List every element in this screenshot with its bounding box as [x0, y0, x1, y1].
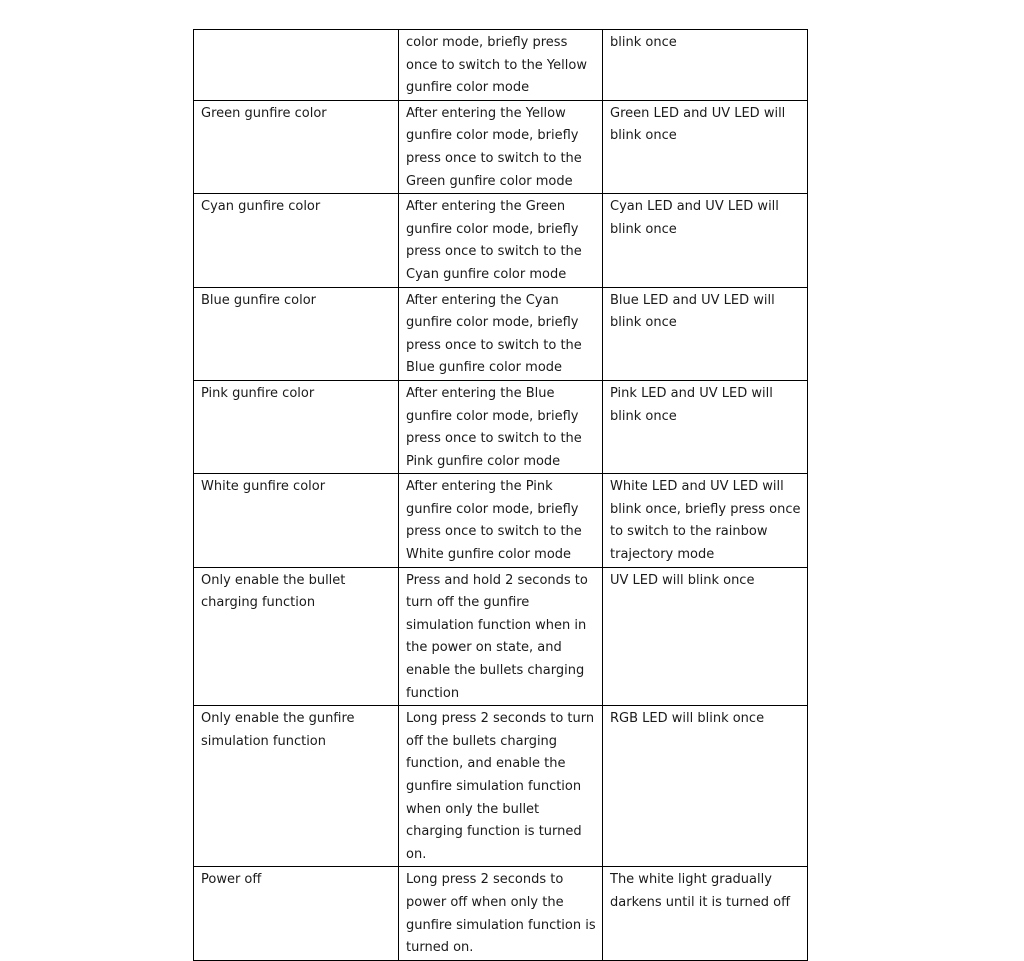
table-row [194, 380, 808, 473]
mode-cell: Green gunfire color [194, 100, 399, 193]
operation-cell: After entering the Cyan gunfire color mode, briefly press once to switch to the Blue gunfire color mode [399, 287, 603, 380]
operation-cell: Press and hold 2 seconds to turn off the gunfire simulation function when in the power on state, and enable the bullets charging function [399, 567, 603, 706]
table-row [194, 100, 808, 193]
indicator-cell: The white light gradually darkens until it is turned off [603, 867, 808, 960]
indicator-cell: RGB LED will blink once [603, 706, 808, 867]
operation-cell: After entering the Blue gunfire color mode, briefly press once to switch to the Pink gunfire color mode [399, 380, 603, 473]
operation-cell: After entering the Yellow gunfire color mode, briefly press once to switch to the Green gunfire color mode [399, 100, 603, 193]
mode-cell [194, 30, 399, 101]
table-row [194, 194, 808, 287]
table-row [194, 867, 808, 960]
indicator-cell: Pink LED and UV LED will blink once [603, 380, 808, 473]
mode-cell: Power off [194, 867, 399, 960]
indicator-cell: Blue LED and UV LED will blink once [603, 287, 808, 380]
mode-cell: Only enable the gunfire simulation function [194, 706, 399, 867]
indicator-cell: Cyan LED and UV LED will blink once [603, 194, 808, 287]
mode-cell: White gunfire color [194, 474, 399, 567]
table-row [194, 567, 808, 706]
indicator-cell: blink once [603, 30, 808, 101]
instruction-table [193, 29, 808, 961]
mode-cell: Blue gunfire color [194, 287, 399, 380]
table-row [194, 287, 808, 380]
table-row [194, 474, 808, 567]
indicator-cell: UV LED will blink once [603, 567, 808, 706]
mode-cell: Pink gunfire color [194, 380, 399, 473]
table-row [194, 30, 808, 101]
table-row [194, 706, 808, 867]
mode-cell: Cyan gunfire color [194, 194, 399, 287]
indicator-cell: White LED and UV LED will blink once, briefly press once to switch to the rainbow trajectory mode [603, 474, 808, 567]
operation-cell: Long press 2 seconds to turn off the bullets charging function, and enable the gunfire simulation function when only the bullet charging function is turned on. [399, 706, 603, 867]
mode-cell: Only enable the bullet charging function [194, 567, 399, 706]
indicator-cell: Green LED and UV LED will blink once [603, 100, 808, 193]
operation-cell: After entering the Pink gunfire color mode, briefly press once to switch to the White gunfire color mode [399, 474, 603, 567]
operation-cell: color mode, briefly press once to switch to the Yellow gunfire color mode [399, 30, 603, 101]
operation-cell: Long press 2 seconds to power off when only the gunfire simulation function is turned on. [399, 867, 603, 960]
operation-cell: After entering the Green gunfire color mode, briefly press once to switch to the Cyan gunfire color mode [399, 194, 603, 287]
